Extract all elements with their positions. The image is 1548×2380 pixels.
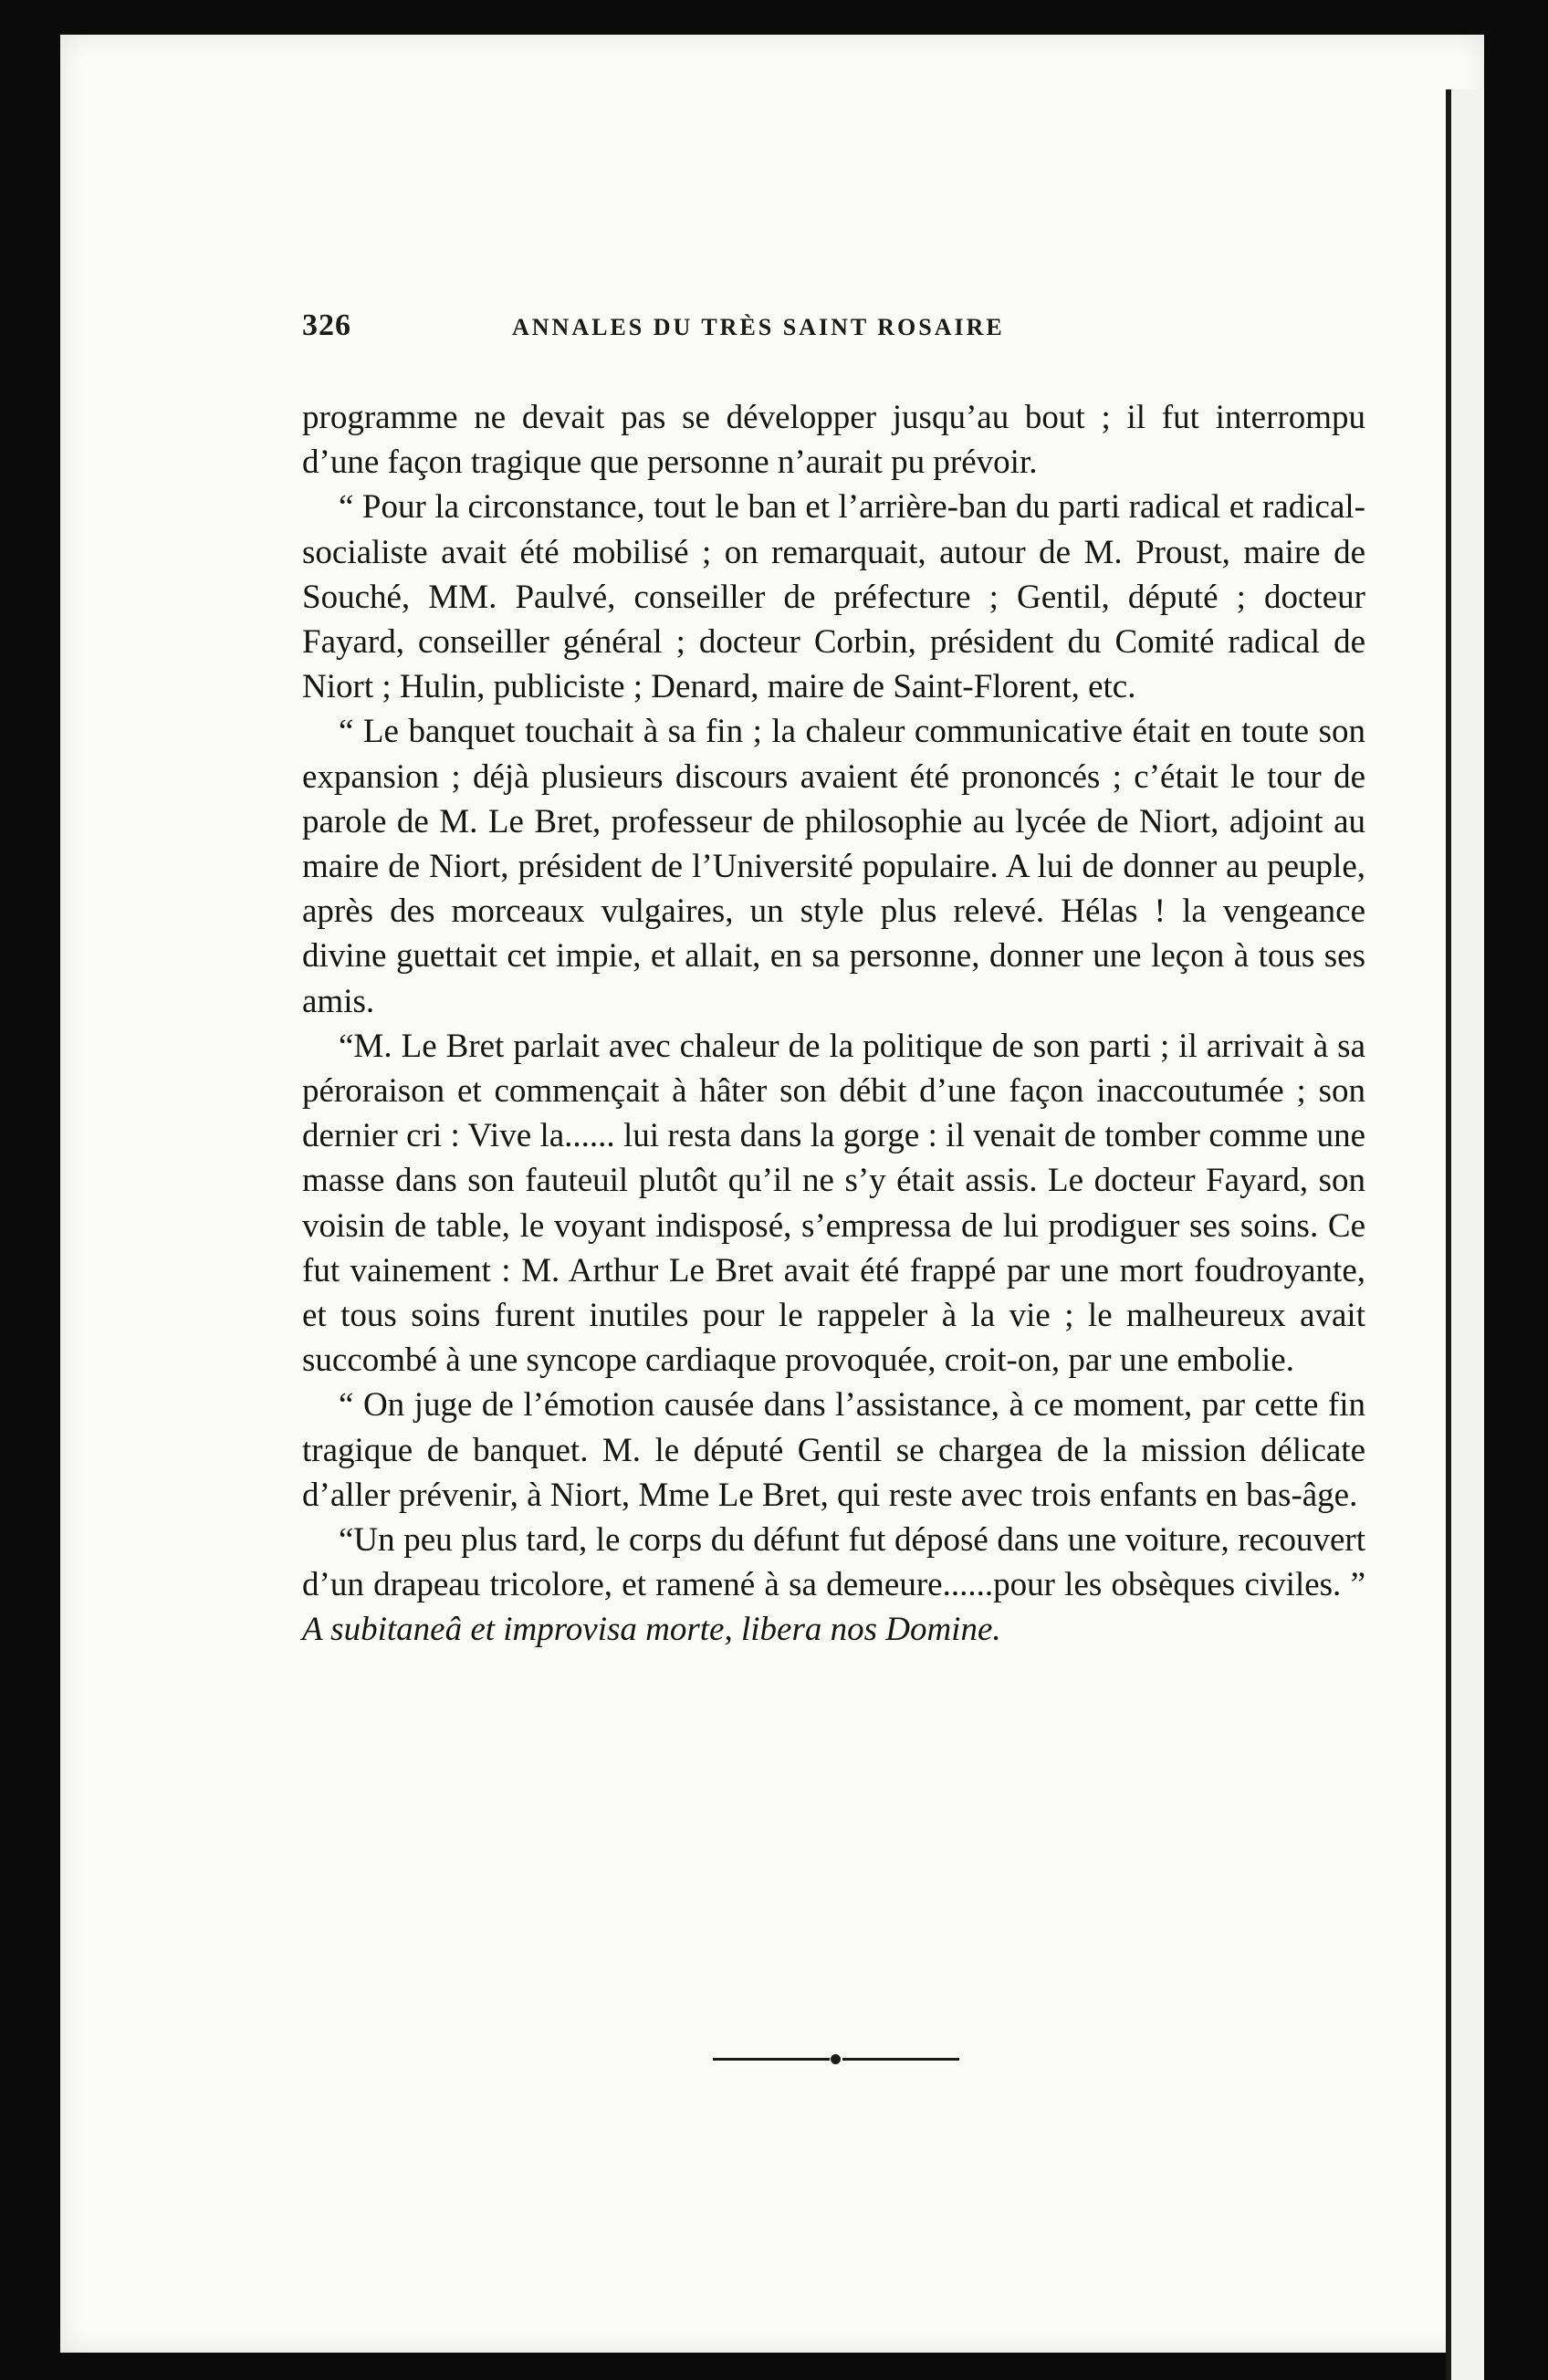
final-paragraph-text: “Un peu plus tard, le corps du défunt fut déposé dans une voiture, recouvert d’un drapeau tricolore, et ramené à sa demeure......pour les obsèques civiles. ” — [302, 1521, 1365, 1604]
latin-invocation: A subitaneâ et improvisa morte, libera nos Domine. — [302, 1611, 1001, 1649]
paragraph: “ On juge de l’émotion causée dans l’assistance, à ce moment, par cette fin tragique de banquet. M. le député Gentil se chargea de la mission délicate d’aller prévenir, à Niort, Mme Le Bret, qui reste avec trois enfants en bas-âge. — [302, 1386, 1365, 1514]
paragraph-final — [302, 1518, 1365, 1653]
page-number: 326 — [302, 308, 351, 342]
ornament-center-dot — [831, 2054, 841, 2064]
body-text — [302, 395, 1365, 1653]
ornament-right-rule — [842, 2058, 959, 2061]
running-title: ANNALES DU TRÈS SAINT ROSAIRE — [512, 314, 1005, 340]
rule-dot-ornament-icon — [713, 2053, 959, 2064]
running-head — [302, 308, 1164, 363]
paragraph: “ Pour la circonstance, tout le ban et l’arrière-ban du parti radical et radical-socialiste avait été mobilisé ; on remarquait, autour de M. Proust, maire de Souché, MM. Paulvé, conseiller de préfecture ; Gentil, député ; docteur Fayard, conseiller général ; docteur Corbin, président du Comité radical de Niort ; Hulin, publiciste ; Denard, maire de Saint-Florent, etc. — [302, 488, 1365, 706]
paragraph: “ Le banquet touchait à sa fin ; la chaleur communicative était en toute son expansion ; déjà plusieurs discours avaient été prononcés ; c’était le tour de parole de M. Le Bret, professeur de philosophie au lycée de Niort, adjoint au maire de Niort, président de l’Université populaire. A lui de donner au peuple, après des morceaux vulgaires, un style plus relevé. Hélas ! la vengeance divine guettait cet impie, et allait, en sa personne, donner une leçon à tous ses amis. — [302, 713, 1365, 1020]
book-page — [60, 35, 1484, 2353]
paragraph-continued: programme ne devait pas se développer jusqu’au bout ; il fut interrompu d’une façon tragique que personne n’aurait pu prévoir. — [302, 399, 1365, 482]
facing-page-edge — [1446, 89, 1484, 2380]
ornament-left-rule — [713, 2058, 830, 2061]
paragraph: “M. Le Bret parlait avec chaleur de la politique de son parti ; il arrivait à sa péroraison et commençait à hâter son débit d’une façon inaccoutumée ; son dernier cri : Vive la...... lui resta dans la gorge : il venait de tomber comme une masse dans son fauteuil plutôt qu’il ne s’y était assis. Le docteur Fayard, son voisin de table, le voyant indisposé, s’empressa de lui prodiguer ses soins. Ce fut vainement : M. Arthur Le Bret avait été frappé par une mort foudroyante, et tous soins furent inutiles pour le rappeler à la vie ; le malheureux avait succombé à une syncope cardiaque provoquée, croit-on, par une embolie. — [302, 1027, 1365, 1380]
